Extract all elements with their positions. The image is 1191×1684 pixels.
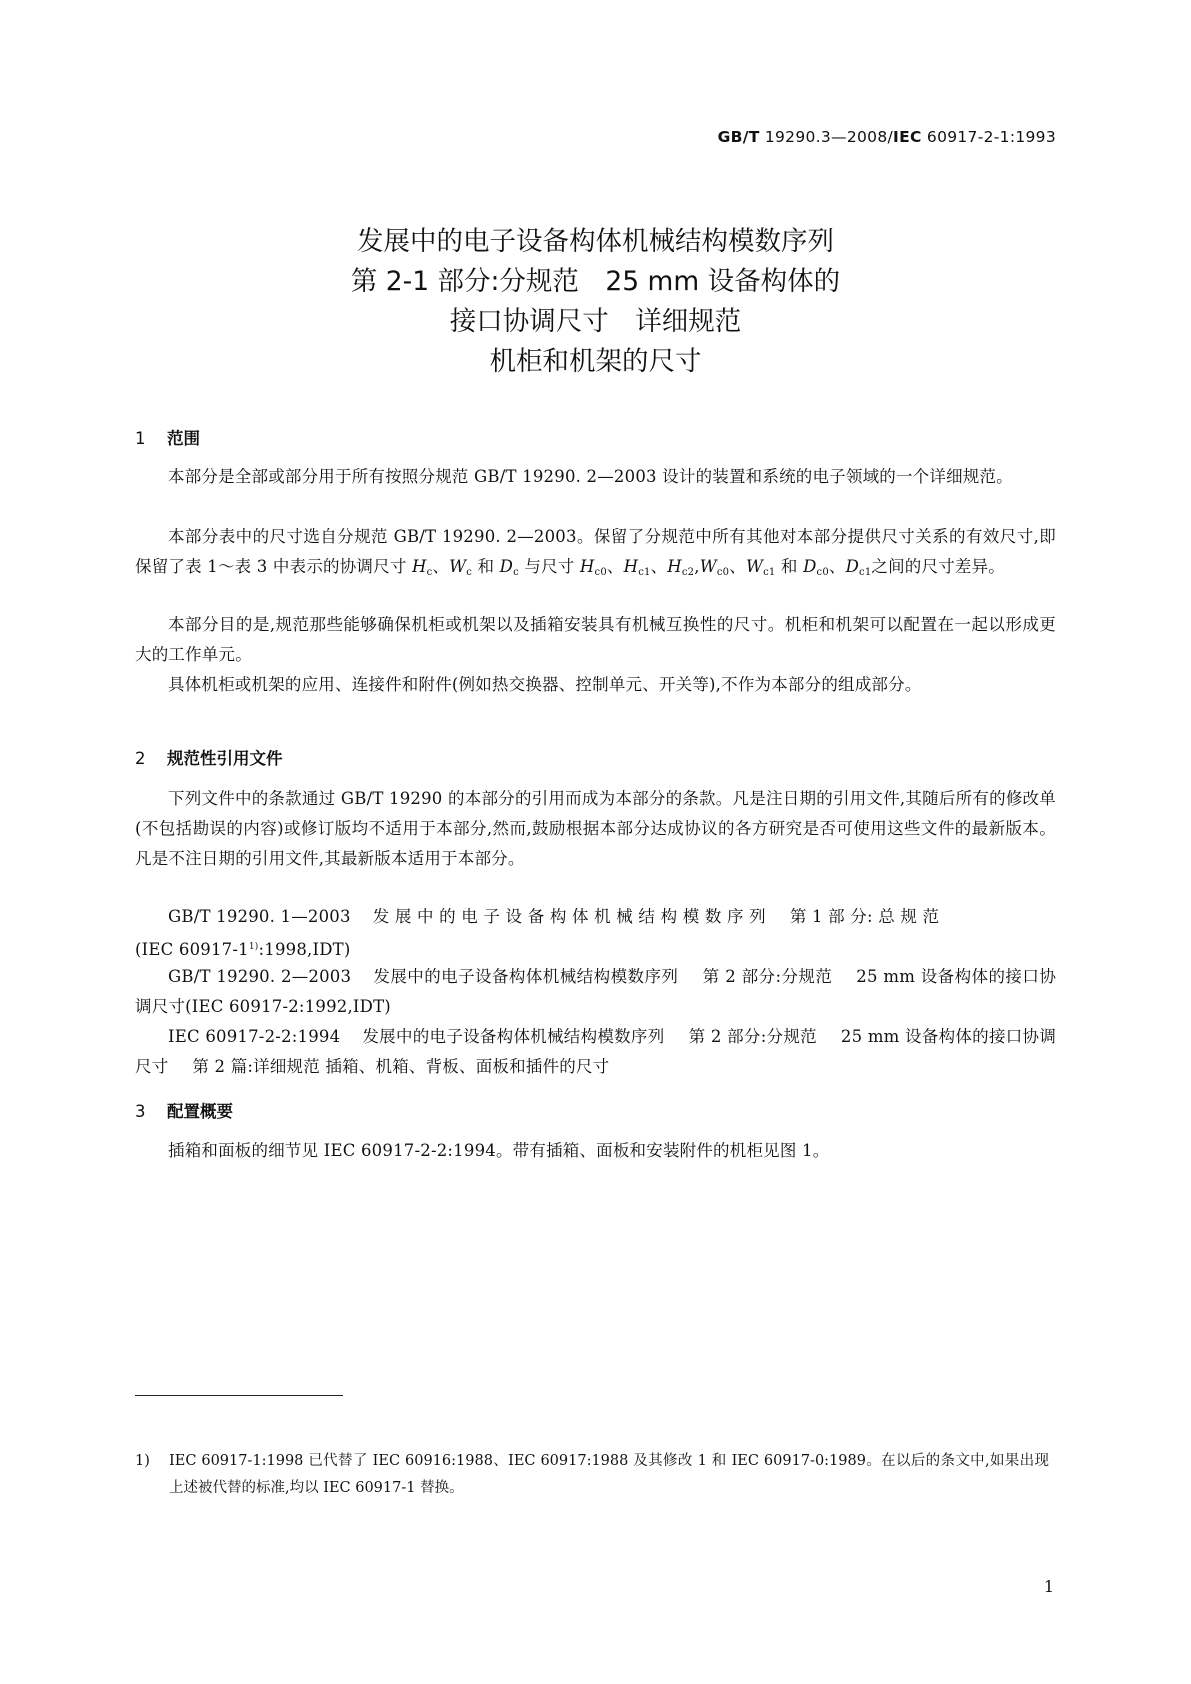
p2-text-d: 和 — [775, 557, 804, 576]
ref-1-tail-a: (IEC 60917-1 — [135, 940, 249, 959]
ref-3-part: 第 2 部分:分规范 — [688, 1027, 817, 1046]
ref-3-tail-a: 25 mm 设备构体的接口协调尺寸 — [135, 1027, 1057, 1076]
section-1-paragraph-2 — [135, 522, 1056, 588]
p2-text-c: 与尺寸 — [518, 557, 580, 576]
footnote-mark: 1) — [135, 1453, 150, 1469]
comma: , — [694, 557, 700, 576]
section-1-title: 范围 — [167, 429, 200, 448]
sub-hc2: c2 — [681, 567, 695, 578]
sym-hc2: H — [667, 557, 682, 576]
sub-wc: c — [466, 567, 473, 578]
p2-text-b: 和 — [472, 557, 500, 576]
footnote — [135, 1448, 1056, 1502]
ref-1-code: GB/T 19290. 1—2003 — [168, 907, 351, 926]
ref-3-title: 发展中的电子设备构体机械结构模数序列 — [362, 1027, 665, 1046]
sub-dc1: c1 — [859, 567, 872, 578]
ref-1-tail-b: :1998,IDT) — [258, 940, 351, 959]
sub-hc: c — [426, 567, 433, 578]
page-number: 1 — [1043, 1577, 1054, 1596]
sep: 、 — [432, 557, 450, 576]
standard-code — [718, 128, 1056, 146]
ref-2-title: 发展中的电子设备构体机械结构模数序列 — [373, 967, 679, 986]
section-1-number: 1 — [135, 429, 146, 448]
title-line-3: 接口协调尺寸 详细规范 — [449, 306, 742, 337]
std-number: 19290.3—2008/ — [764, 128, 894, 146]
sub-hc1: c1 — [638, 567, 651, 578]
section-2-heading — [135, 745, 283, 769]
sym-dc: D — [499, 557, 514, 576]
normative-reference-1 — [135, 902, 1056, 965]
sub-wc0: c0 — [716, 567, 730, 578]
footnote-text: IEC 60917-1:1998 已代替了 IEC 60916:1988、IEC 60917:1988 及其修改 1 和 IEC 60917-0:1989。在以后的条文中,如果出现上述被代替的标准,均以 IEC 60917-1 替换。 — [169, 1453, 1049, 1496]
section-1-paragraph-1: 本部分是全部或部分用于所有按照分规范 GB/T 19290. 2—2003 设计的装置和系统的电子领域的一个详细规范。 — [168, 467, 1013, 486]
document-title — [135, 222, 1056, 382]
ref-2-part: 第 2 部分:分规范 — [702, 967, 833, 986]
section-1-paragraph-4: 具体机柜或机架的应用、连接件和附件(例如热交换器、控制单元、开关等),不作为本部分的组成部分。 — [168, 675, 922, 694]
sep: 、 — [606, 557, 624, 576]
section-2-number: 2 — [135, 749, 146, 768]
sym-hc0: H — [579, 557, 595, 576]
section-3-heading — [135, 1098, 233, 1122]
section-3-number: 3 — [135, 1102, 146, 1121]
ref-3-tail-b: 第 2 篇:详细规范 插箱、机箱、背板、面板和插件的尺寸 — [192, 1057, 610, 1076]
section-1-paragraph-3: 本部分目的是,规范那些能够确保机柜或机架以及插箱安装具有机械互换性的尺寸。机柜和机架可以配置在一起以形成更大的工作单元。 — [135, 615, 1056, 664]
normative-reference-2 — [135, 962, 1056, 1022]
std-iec-prefix: IEC — [893, 128, 922, 146]
section-2-title: 规范性引用文件 — [167, 749, 283, 768]
sym-wc: W — [449, 557, 467, 576]
sym-wc1: W — [745, 557, 764, 576]
ref-1-part: 第 1 部 分: 总 规 范 — [789, 907, 940, 926]
sym-dc0: D — [803, 557, 817, 576]
ref-2-tail: 25 mm 设备构体的接口协调尺寸(IEC 60917-2:1992,IDT) — [135, 967, 1057, 1016]
title-line-4: 机柜和机架的尺寸 — [489, 346, 702, 377]
title-line-1: 发展中的电子设备构体机械结构模数序列 — [357, 226, 834, 257]
footnote-divider — [135, 1395, 343, 1396]
std-prefix: GB/T — [717, 128, 760, 146]
sep: 、 — [828, 557, 846, 576]
sub-hc0: c0 — [594, 567, 607, 578]
section-3-title: 配置概要 — [167, 1102, 233, 1121]
p2-text-a: 本部分表中的尺寸选自分规范 GB/T 19290. 2—2003。保留了分规范中所有其他对本部分提供尺寸关系的有效尺寸,即保留了表 1～表 3 中表示的协调尺寸 — [135, 527, 1056, 576]
sym-hc: H — [411, 557, 427, 576]
section-3-paragraph-1: 插箱和面板的细节见 IEC 60917-2-2:1994。带有插箱、面板和安装附件的机柜见图 1。 — [168, 1141, 830, 1160]
sym-wc0: W — [699, 557, 717, 576]
p2-text-e: 之间的尺寸差异。 — [871, 557, 1006, 576]
ref-2-code: GB/T 19290. 2—2003 — [168, 967, 352, 986]
sub-dc0: c0 — [816, 567, 829, 578]
sym-dc1: D — [845, 557, 860, 576]
sub-dc: c — [513, 567, 519, 578]
ref-3-code: IEC 60917-2-2:1994 — [168, 1027, 341, 1046]
sep: 、 — [729, 557, 746, 576]
ref-1-title: 发 展 中 的 电 子 设 备 构 体 机 械 结 构 模 数 序 列 — [372, 907, 766, 926]
sym-hc1: H — [623, 557, 639, 576]
std-iec-number: 60917-2-1:1993 — [926, 128, 1056, 146]
section-1-heading — [135, 425, 200, 449]
sep: 、 — [650, 557, 668, 576]
title-line-2: 第 2-1 部分:分规范 25 mm 设备构体的 — [350, 266, 841, 297]
footnote-reference: 1) — [248, 942, 259, 952]
section-2-paragraph-1: 下列文件中的条款通过 GB/T 19290 的本部分的引用而成为本部分的条款。凡是注日期的引用文件,其随后所有的修改单(不包括勘误的内容)或修订版均不适用于本部分,然而,鼓励根据本部分达成协议的各方研究是否可使用这些文件的最新版本。凡是不注日期的引用文件,其最新版本适用于本部分。 — [135, 789, 1056, 868]
sub-wc1: c1 — [763, 567, 776, 578]
normative-reference-3 — [135, 1022, 1056, 1082]
